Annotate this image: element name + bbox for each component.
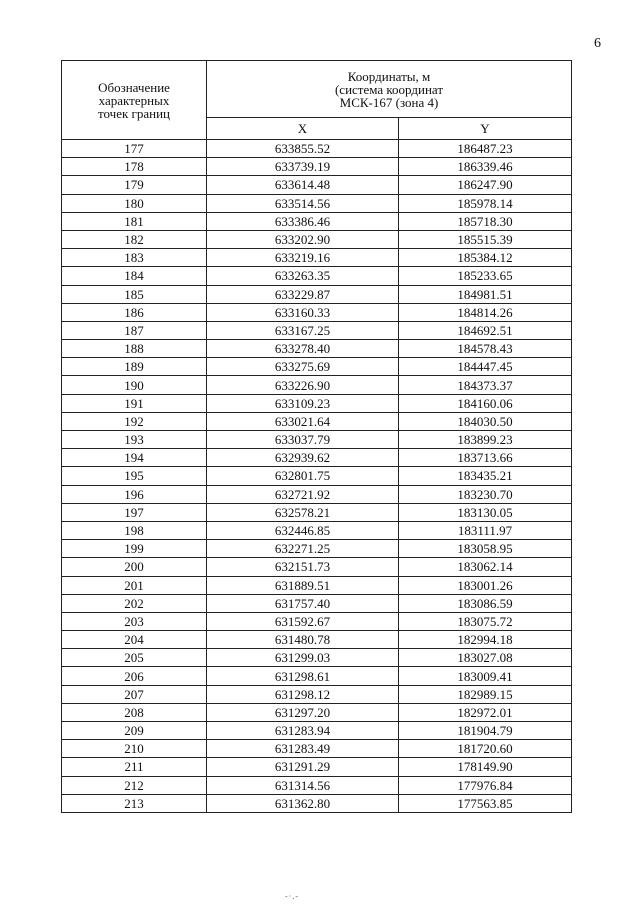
- x-coordinate-cell: 631298.12: [207, 685, 399, 703]
- header-coords-line: МСК-167 (зона 4): [339, 94, 439, 110]
- table-row: [62, 140, 572, 158]
- x-coordinate-cell: 631889.51: [207, 576, 399, 594]
- y-coordinate-cell: 183086.59: [399, 594, 572, 612]
- y-coordinate-cell: 183435.21: [399, 467, 572, 485]
- y-coordinate-cell: 186247.90: [399, 176, 572, 194]
- table-row: [62, 394, 572, 412]
- point-number-cell: 202: [62, 594, 207, 612]
- point-number-cell: 191: [62, 394, 207, 412]
- point-number-cell: 197: [62, 503, 207, 521]
- y-coordinate-cell: 183713.66: [399, 449, 572, 467]
- point-number-cell: 211: [62, 758, 207, 776]
- x-coordinate-cell: 633614.48: [207, 176, 399, 194]
- y-coordinate-cell: 183027.08: [399, 649, 572, 667]
- point-number-cell: 207: [62, 685, 207, 703]
- table-row: [62, 540, 572, 558]
- table-row: [62, 158, 572, 176]
- point-number-cell: 177: [62, 140, 207, 158]
- table-row: [62, 267, 572, 285]
- y-coordinate-cell: 184814.26: [399, 303, 572, 321]
- y-coordinate-cell: 177976.84: [399, 776, 572, 794]
- table-row: [62, 521, 572, 539]
- y-coordinate-cell: 177563.85: [399, 794, 572, 812]
- point-number-cell: 181: [62, 212, 207, 230]
- x-coordinate-cell: 631297.20: [207, 703, 399, 721]
- point-number-cell: 210: [62, 740, 207, 758]
- point-number-cell: 198: [62, 521, 207, 539]
- header-coords-line: (система координат: [334, 81, 444, 97]
- y-coordinate-cell: 183111.97: [399, 521, 572, 539]
- y-coordinate-cell: 183001.26: [399, 576, 572, 594]
- header-coordinates: [207, 61, 572, 118]
- header-point-line: Обозначение: [98, 79, 170, 95]
- y-coordinate-cell: 183062.14: [399, 558, 572, 576]
- point-number-cell: 204: [62, 631, 207, 649]
- table-row: [62, 285, 572, 303]
- x-coordinate-cell: 633263.35: [207, 267, 399, 285]
- point-number-cell: 189: [62, 358, 207, 376]
- table-row: [62, 594, 572, 612]
- point-number-cell: 192: [62, 412, 207, 430]
- x-coordinate-cell: 631283.94: [207, 722, 399, 740]
- y-coordinate-cell: 186339.46: [399, 158, 572, 176]
- y-coordinate-cell: 183899.23: [399, 431, 572, 449]
- x-coordinate-cell: 632801.75: [207, 467, 399, 485]
- y-coordinate-cell: 183075.72: [399, 612, 572, 630]
- point-number-cell: 213: [62, 794, 207, 812]
- y-coordinate-cell: 185515.39: [399, 230, 572, 248]
- x-coordinate-cell: 633021.64: [207, 412, 399, 430]
- table-header-row: [62, 61, 572, 118]
- point-number-cell: 184: [62, 267, 207, 285]
- point-number-cell: 200: [62, 558, 207, 576]
- table-row: [62, 794, 572, 812]
- table-row: [62, 740, 572, 758]
- header-coords-line: Координаты, м: [347, 68, 431, 84]
- table-row: [62, 758, 572, 776]
- x-coordinate-cell: 633739.19: [207, 158, 399, 176]
- x-coordinate-cell: 631480.78: [207, 631, 399, 649]
- table-row: [62, 212, 572, 230]
- point-number-cell: 196: [62, 485, 207, 503]
- table-row: [62, 467, 572, 485]
- point-number-cell: 180: [62, 194, 207, 212]
- point-number-cell: 187: [62, 321, 207, 339]
- y-coordinate-cell: 183230.70: [399, 485, 572, 503]
- table-row: [62, 340, 572, 358]
- y-coordinate-cell: 183130.05: [399, 503, 572, 521]
- x-coordinate-cell: 632446.85: [207, 521, 399, 539]
- point-number-cell: 203: [62, 612, 207, 630]
- table-row: [62, 230, 572, 248]
- x-coordinate-cell: 631299.03: [207, 649, 399, 667]
- x-coordinate-cell: 633229.87: [207, 285, 399, 303]
- header-point-designation: [62, 61, 207, 140]
- x-coordinate-cell: 631283.49: [207, 740, 399, 758]
- header-point-line: точек границ: [97, 105, 171, 121]
- header-point-line: характерных: [98, 92, 170, 108]
- y-coordinate-cell: 181720.60: [399, 740, 572, 758]
- x-coordinate-cell: 633855.52: [207, 140, 399, 158]
- x-coordinate-cell: 631291.29: [207, 758, 399, 776]
- x-coordinate-cell: 633219.16: [207, 249, 399, 267]
- point-number-cell: 183: [62, 249, 207, 267]
- header-x: X: [207, 118, 399, 140]
- x-coordinate-cell: 633160.33: [207, 303, 399, 321]
- y-coordinate-cell: 183058.95: [399, 540, 572, 558]
- point-number-cell: 188: [62, 340, 207, 358]
- table-row: [62, 431, 572, 449]
- table-row: [62, 176, 572, 194]
- table-row: [62, 412, 572, 430]
- table-row: [62, 358, 572, 376]
- y-coordinate-cell: 183009.41: [399, 667, 572, 685]
- y-coordinate-cell: 184447.45: [399, 358, 572, 376]
- point-number-cell: 206: [62, 667, 207, 685]
- point-number-cell: 199: [62, 540, 207, 558]
- x-coordinate-cell: 633514.56: [207, 194, 399, 212]
- table-row: [62, 685, 572, 703]
- table-row: [62, 485, 572, 503]
- point-number-cell: 194: [62, 449, 207, 467]
- point-number-cell: 208: [62, 703, 207, 721]
- x-coordinate-cell: 633167.25: [207, 321, 399, 339]
- y-coordinate-cell: 182989.15: [399, 685, 572, 703]
- y-coordinate-cell: 184030.50: [399, 412, 572, 430]
- x-coordinate-cell: 632939.62: [207, 449, 399, 467]
- point-number-cell: 182: [62, 230, 207, 248]
- y-coordinate-cell: 181904.79: [399, 722, 572, 740]
- point-number-cell: 185: [62, 285, 207, 303]
- point-number-cell: 195: [62, 467, 207, 485]
- table-row: [62, 503, 572, 521]
- x-coordinate-cell: 633386.46: [207, 212, 399, 230]
- footer-mark: -·.-: [285, 892, 299, 901]
- x-coordinate-cell: 631362.80: [207, 794, 399, 812]
- table-row: [62, 376, 572, 394]
- y-coordinate-cell: 178149.90: [399, 758, 572, 776]
- table-row: [62, 558, 572, 576]
- x-coordinate-cell: 633278.40: [207, 340, 399, 358]
- x-coordinate-cell: 632578.21: [207, 503, 399, 521]
- table-row: [62, 649, 572, 667]
- table-row: [62, 667, 572, 685]
- x-coordinate-cell: 631314.56: [207, 776, 399, 794]
- y-coordinate-cell: 184578.43: [399, 340, 572, 358]
- table-row: [62, 776, 572, 794]
- point-number-cell: 179: [62, 176, 207, 194]
- x-coordinate-cell: 631298.61: [207, 667, 399, 685]
- x-coordinate-cell: 633275.69: [207, 358, 399, 376]
- table-row: [62, 576, 572, 594]
- x-coordinate-cell: 633202.90: [207, 230, 399, 248]
- point-number-cell: 212: [62, 776, 207, 794]
- table-row: [62, 703, 572, 721]
- point-number-cell: 178: [62, 158, 207, 176]
- y-coordinate-cell: 186487.23: [399, 140, 572, 158]
- x-coordinate-cell: 631757.40: [207, 594, 399, 612]
- y-coordinate-cell: 185978.14: [399, 194, 572, 212]
- y-coordinate-cell: 184160.06: [399, 394, 572, 412]
- table-row: [62, 612, 572, 630]
- x-coordinate-cell: 633226.90: [207, 376, 399, 394]
- point-number-cell: 193: [62, 431, 207, 449]
- point-number-cell: 186: [62, 303, 207, 321]
- y-coordinate-cell: 182994.18: [399, 631, 572, 649]
- x-coordinate-cell: 632151.73: [207, 558, 399, 576]
- y-coordinate-cell: 184373.37: [399, 376, 572, 394]
- point-number-cell: 201: [62, 576, 207, 594]
- y-coordinate-cell: 182972.01: [399, 703, 572, 721]
- x-coordinate-cell: 631592.67: [207, 612, 399, 630]
- table-row: [62, 631, 572, 649]
- point-number-cell: 205: [62, 649, 207, 667]
- x-coordinate-cell: 632721.92: [207, 485, 399, 503]
- table-row: [62, 449, 572, 467]
- y-coordinate-cell: 184981.51: [399, 285, 572, 303]
- y-coordinate-cell: 185384.12: [399, 249, 572, 267]
- x-coordinate-cell: 633109.23: [207, 394, 399, 412]
- table-body: [62, 140, 572, 813]
- x-coordinate-cell: 633037.79: [207, 431, 399, 449]
- coordinates-table: [61, 60, 572, 813]
- y-coordinate-cell: 185718.30: [399, 212, 572, 230]
- y-coordinate-cell: 185233.65: [399, 267, 572, 285]
- page-number: 6: [594, 36, 601, 51]
- table-row: [62, 722, 572, 740]
- point-number-cell: 209: [62, 722, 207, 740]
- table-row: [62, 194, 572, 212]
- header-y: Y: [399, 118, 572, 140]
- x-coordinate-cell: 632271.25: [207, 540, 399, 558]
- point-number-cell: 190: [62, 376, 207, 394]
- y-coordinate-cell: 184692.51: [399, 321, 572, 339]
- table-row: [62, 321, 572, 339]
- table-row: [62, 249, 572, 267]
- table-row: [62, 303, 572, 321]
